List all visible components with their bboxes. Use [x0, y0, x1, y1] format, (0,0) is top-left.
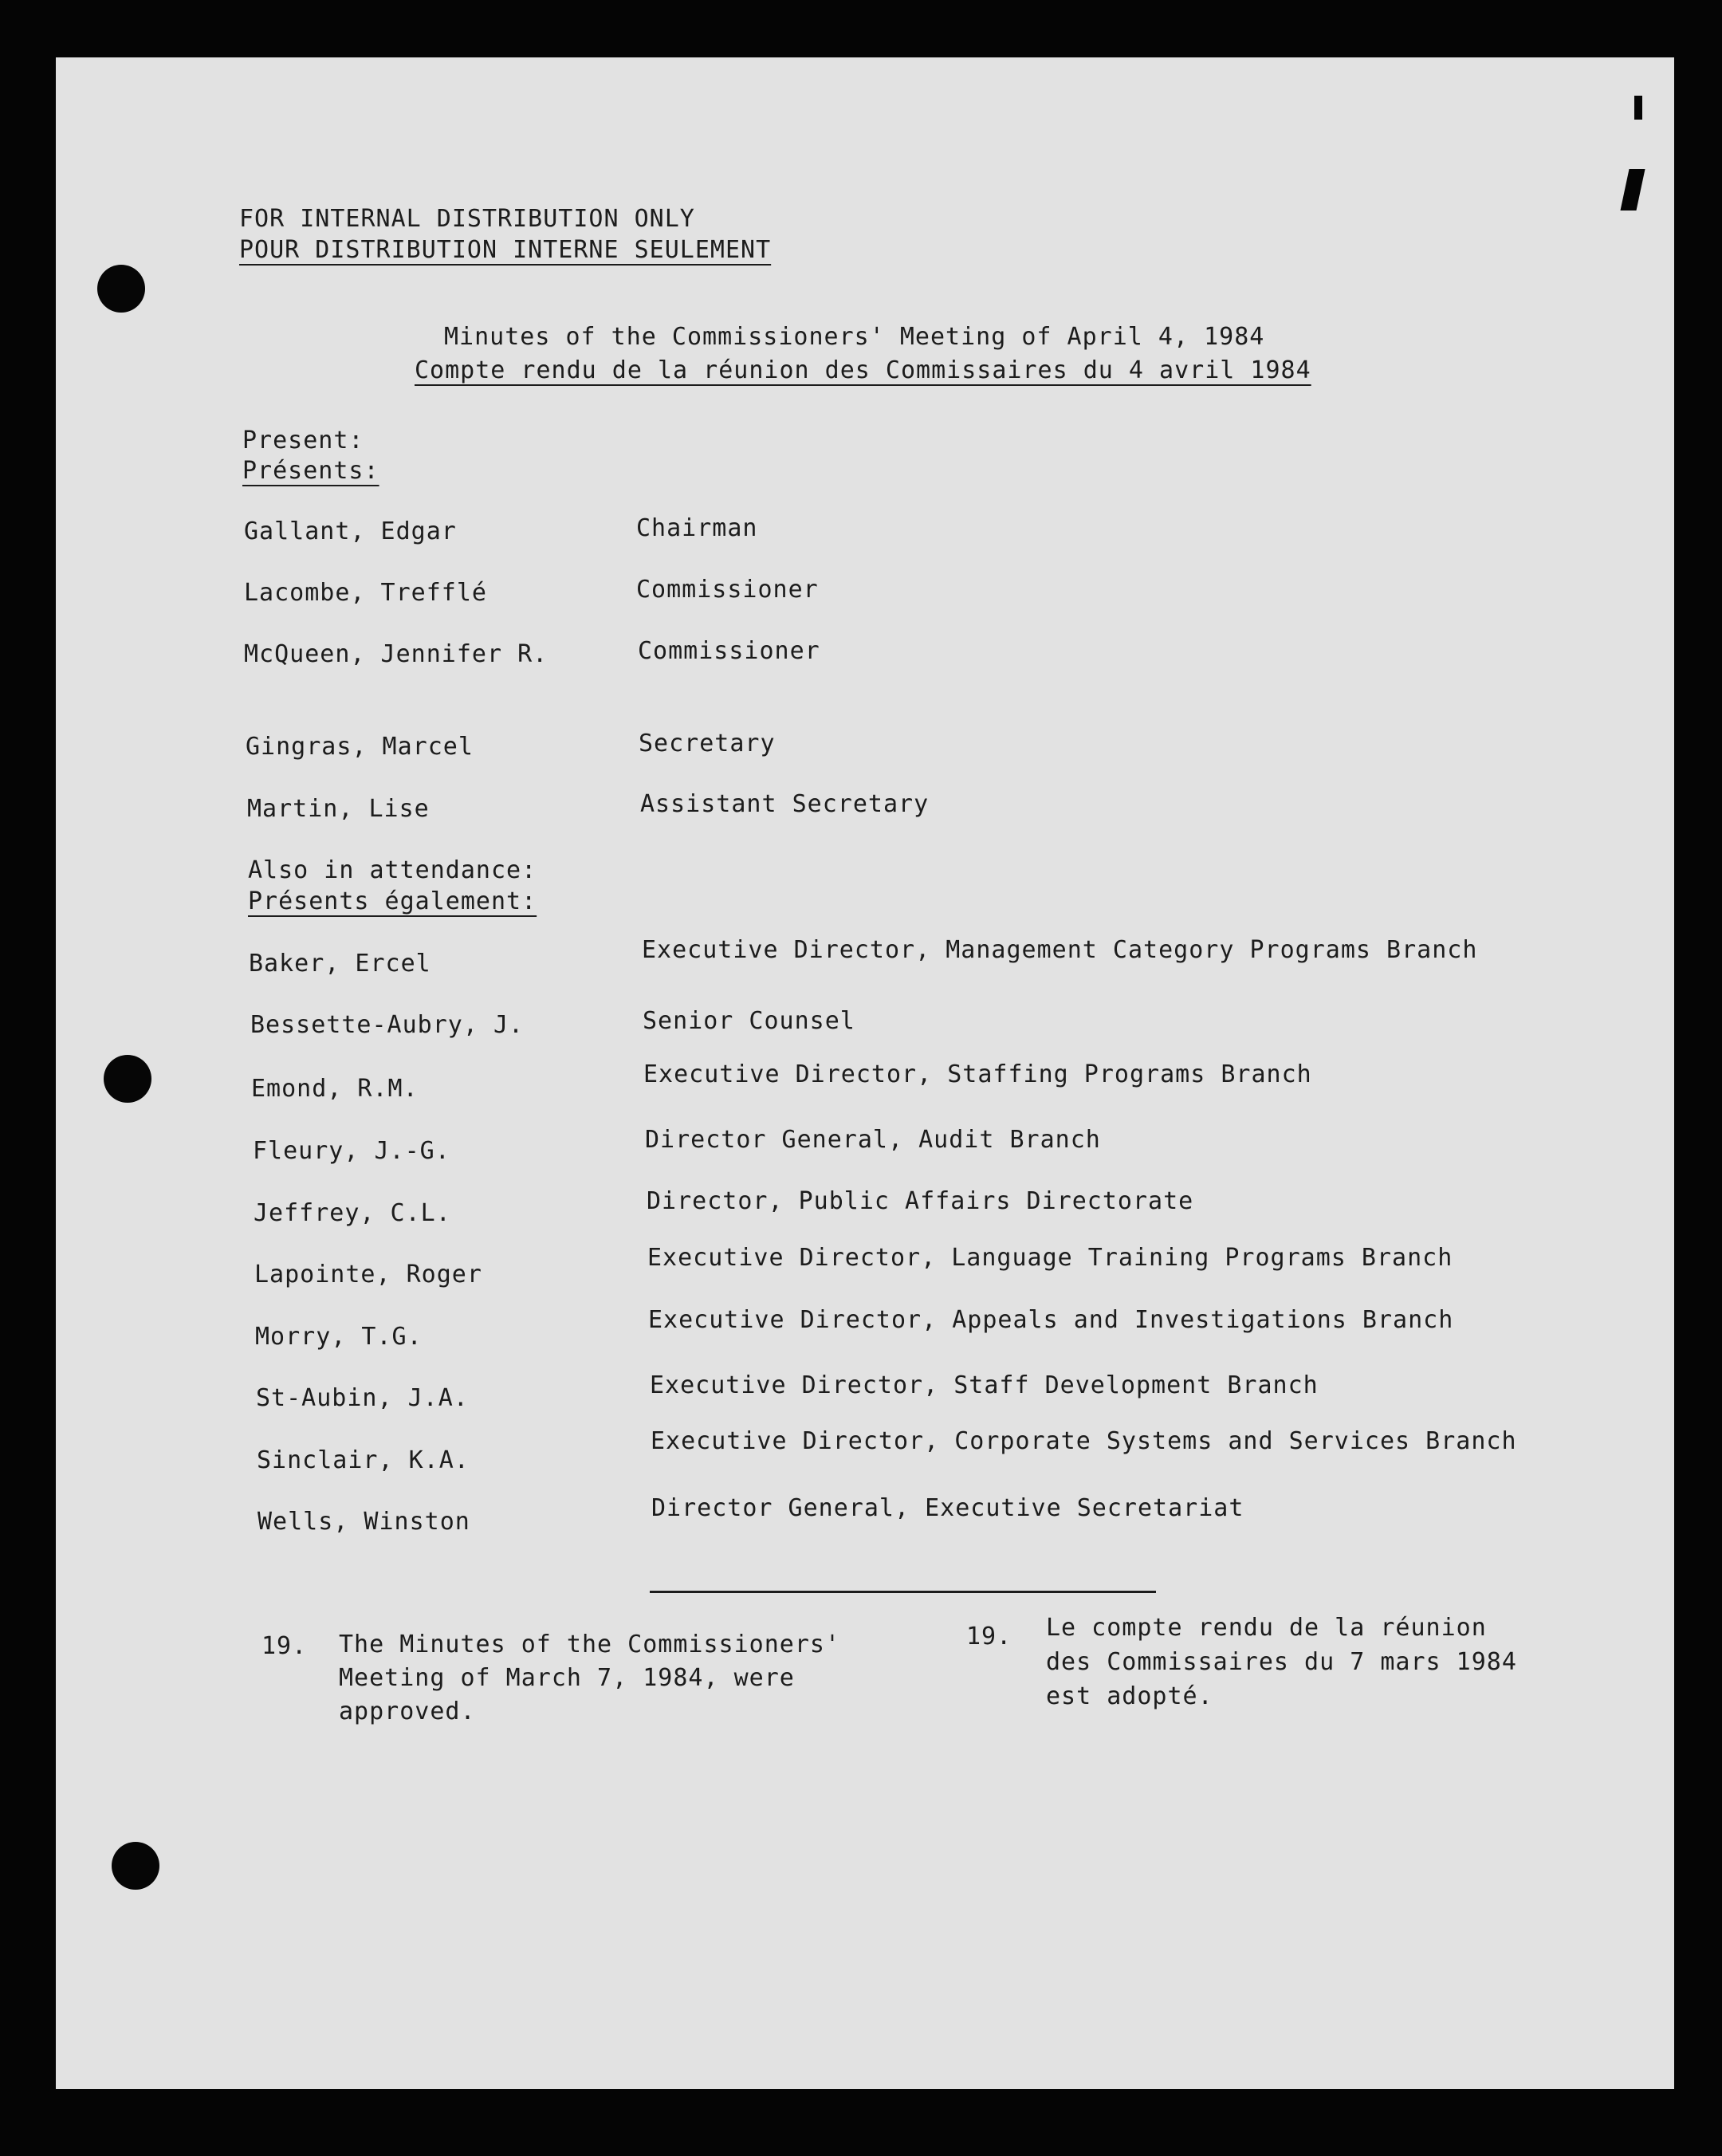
title-fr: Compte rendu de la réunion des Commissaires du 4 avril 1984 [415, 356, 1311, 384]
punch-hole [104, 1055, 151, 1103]
attendee-name: St-Aubin, J.A. [256, 1384, 469, 1412]
section-divider [650, 1591, 1156, 1593]
attendee-role: Executive Director, Staff Development Branch [650, 1371, 1319, 1399]
member-role: Secretary [639, 730, 776, 757]
attendee-name: Morry, T.G. [255, 1323, 423, 1351]
member-name: Martin, Lise [247, 795, 430, 823]
title-en: Minutes of the Commissioners' Meeting of April 4, 1984 [444, 323, 1265, 351]
torn-edge-mark [1634, 96, 1642, 120]
attendee-name: Baker, Ercel [249, 950, 431, 978]
present-label-en: Present: [242, 427, 364, 454]
present-label-fr: Présents: [242, 457, 379, 485]
distribution-notice-en: FOR INTERNAL DISTRIBUTION ONLY [239, 205, 695, 233]
item-text-fr: des Commissaires du 7 mars 1984 [1046, 1648, 1517, 1676]
attendee-role: Executive Director, Corporate Systems and Services Branch [651, 1427, 1517, 1455]
attendee-role: Director General, Audit Branch [645, 1126, 1101, 1154]
item-text-fr: Le compte rendu de la réunion [1046, 1614, 1487, 1642]
punch-hole [112, 1842, 159, 1890]
attendee-name: Lapointe, Roger [254, 1261, 482, 1288]
member-name: Lacombe, Trefflé [244, 579, 487, 607]
attendee-name: Jeffrey, C.L. [254, 1199, 451, 1227]
attendee-name: Fleury, J.-G. [253, 1137, 450, 1165]
attendance-label-en: Also in attendance: [248, 856, 537, 884]
attendee-role: Executive Director, Appeals and Investigations Branch [648, 1306, 1454, 1334]
distribution-notice-fr: POUR DISTRIBUTION INTERNE SEULEMENT [239, 236, 772, 264]
attendee-name: Bessette-Aubry, J. [250, 1011, 525, 1039]
attendee-role: Director General, Executive Secretariat [651, 1494, 1244, 1522]
member-role: Commissioner [636, 576, 819, 604]
item-text-fr: est adopté. [1046, 1682, 1213, 1710]
member-name: McQueen, Jennifer R. [244, 640, 548, 668]
attendee-role: Director, Public Affairs Directorate [647, 1187, 1194, 1215]
member-role: Chairman [636, 514, 758, 542]
attendee-role: Executive Director, Staffing Programs Branch [643, 1060, 1312, 1088]
punch-hole [97, 265, 145, 313]
member-name: Gallant, Edgar [244, 517, 457, 545]
attendee-name: Sinclair, K.A. [257, 1446, 470, 1474]
attendee-role: Executive Director, Language Training Programs Branch [647, 1244, 1453, 1272]
attendance-label-fr: Présents également: [248, 887, 537, 915]
item-text-en: approved. [339, 1698, 476, 1725]
item-text-en: Meeting of March 7, 1984, were [339, 1664, 795, 1692]
attendee-name: Emond, R.M. [251, 1075, 419, 1103]
item-text-en: The Minutes of the Commissioners' [339, 1631, 841, 1658]
member-role: Assistant Secretary [640, 790, 930, 818]
attendee-role: Senior Counsel [643, 1007, 855, 1035]
member-role: Commissioner [638, 637, 820, 665]
item-number-en: 19. [261, 1632, 308, 1660]
item-number-fr: 19. [966, 1623, 1012, 1650]
attendee-name: Wells, Winston [258, 1508, 470, 1536]
attendee-role: Executive Director, Management Category Programs Branch [642, 936, 1478, 964]
member-name: Gingras, Marcel [246, 733, 474, 761]
